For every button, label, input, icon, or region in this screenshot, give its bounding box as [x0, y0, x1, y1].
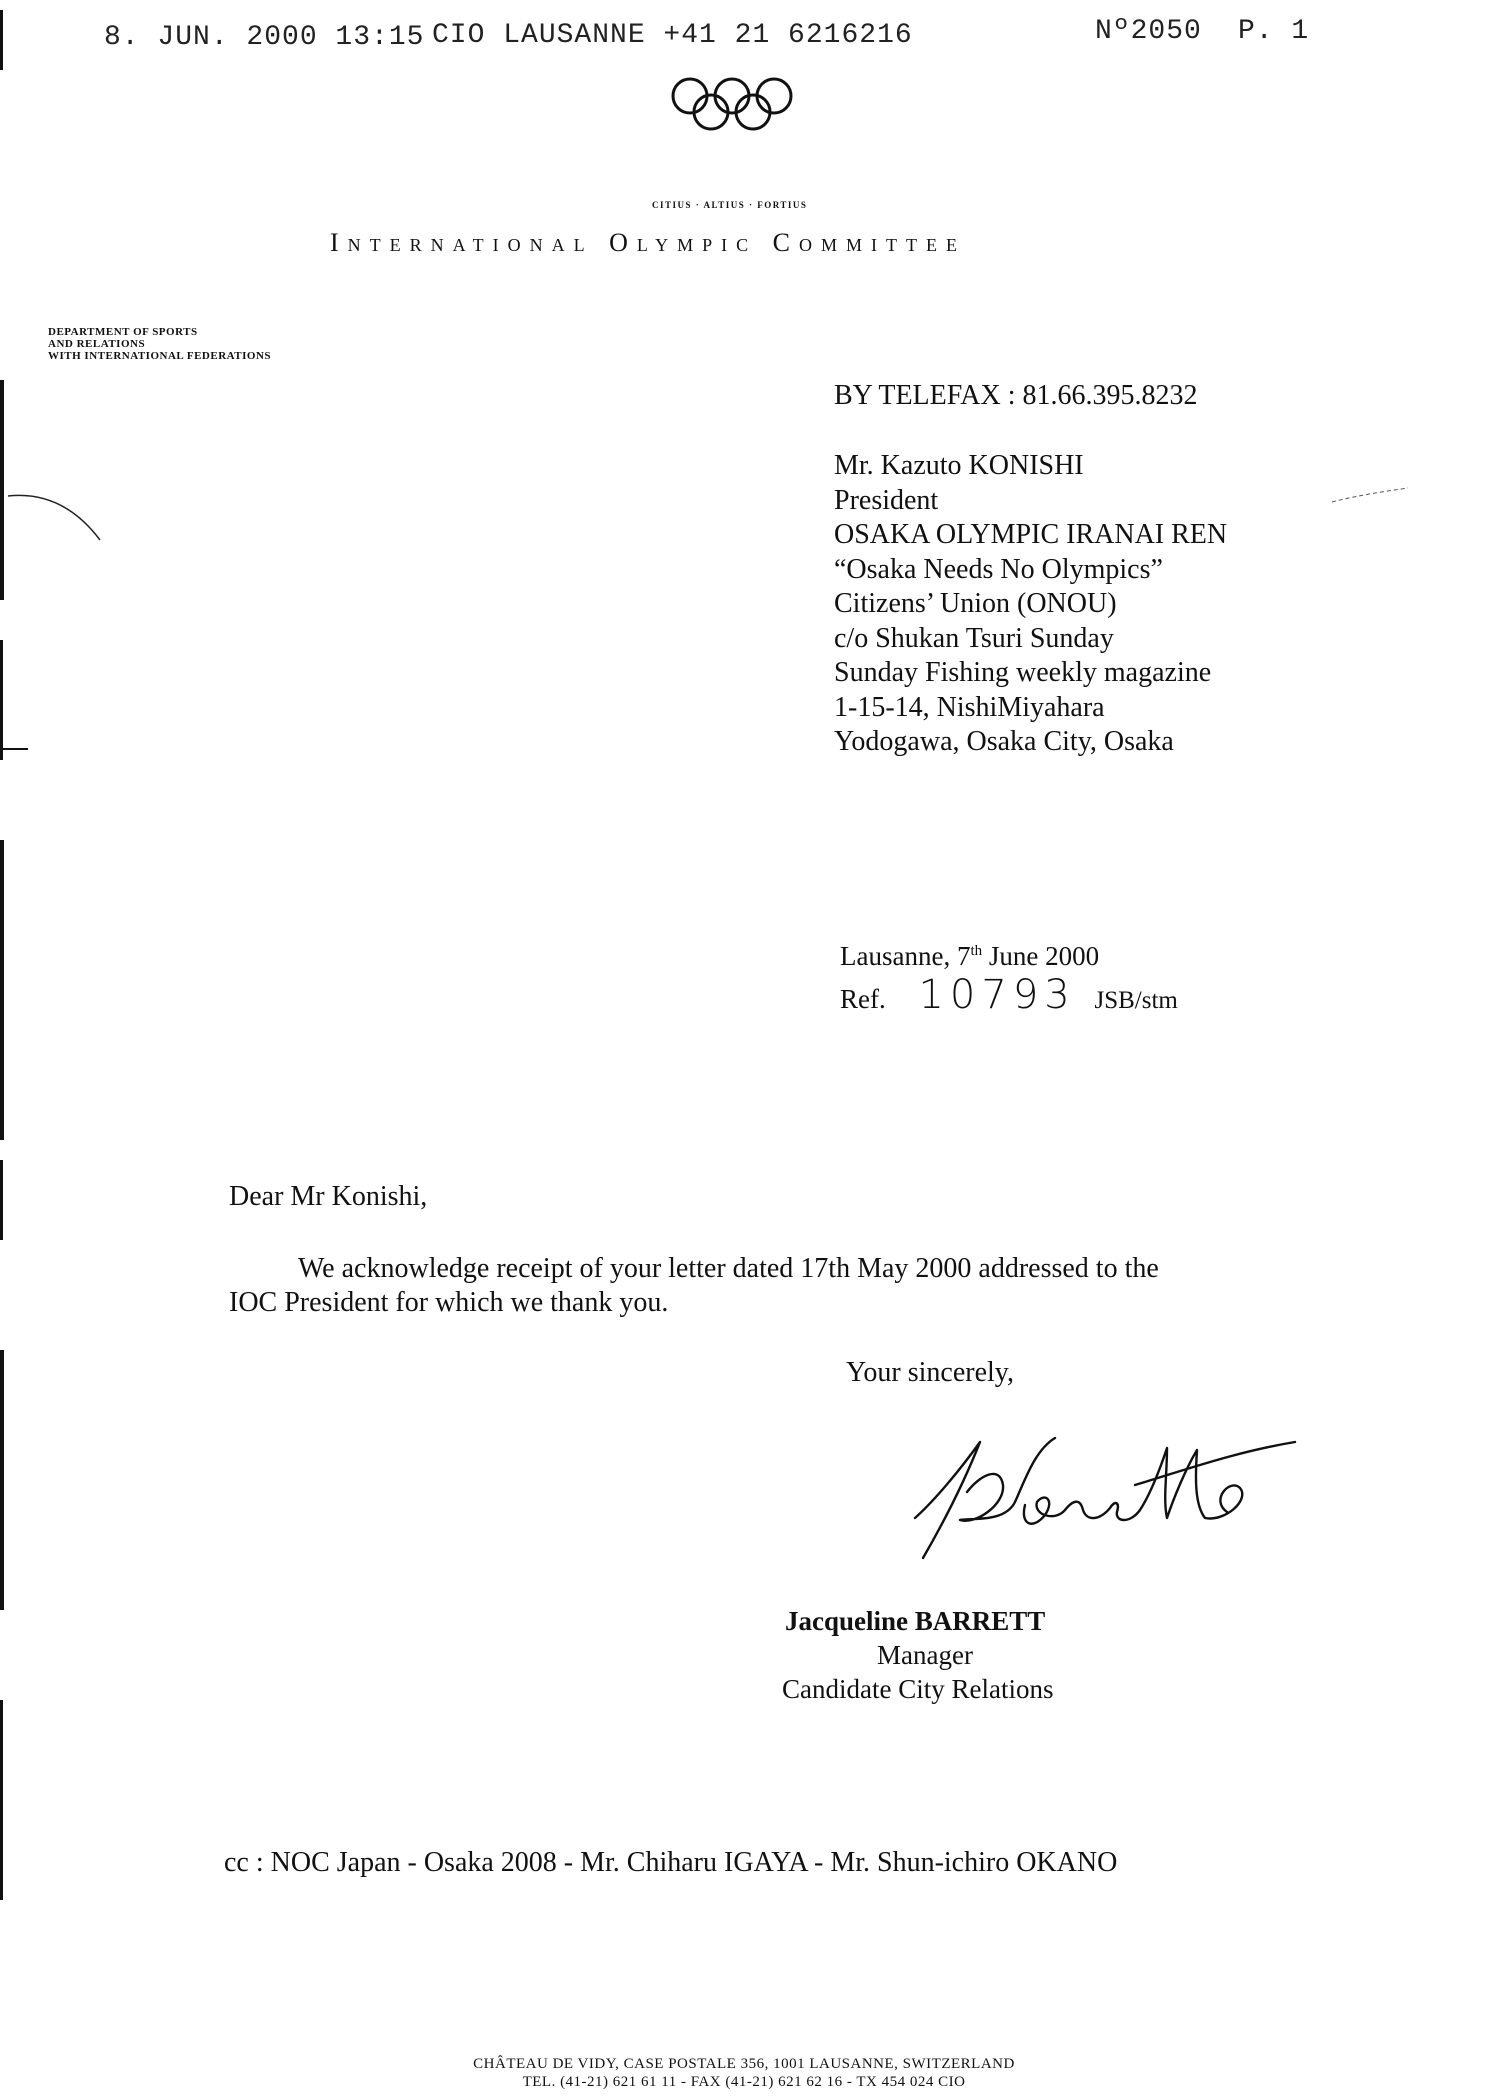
closing: Your sincerely, [846, 1357, 1014, 1388]
recipient-organization: OSAKA OLYMPIC IRANAI REN [834, 519, 1228, 550]
recipient-address [834, 449, 1227, 760]
recipient-line: Citizens’ Union (ONOU) [834, 588, 1117, 619]
footer-address: CHÂTEAU DE VIDY, CASE POSTALE 356, 1001 LAUSANNE, SWITZERLAND [473, 2056, 1015, 2072]
scan-edge-mark [0, 748, 28, 750]
scan-edge-mark [0, 1700, 3, 1900]
fax-datetime: 8. JUN. 2000 13:15 [104, 22, 425, 53]
scan-artifact-line [1330, 486, 1410, 506]
department-line: WITH INTERNATIONAL FEDERATIONS [48, 350, 272, 362]
organization-name: International Olympic Committee [330, 228, 966, 257]
scan-edge-mark [0, 1350, 4, 1610]
recipient-line: Sunday Fishing weekly magazine [834, 657, 1212, 688]
reference-initials: JSB/stm [1094, 987, 1178, 1014]
fax-page-number: P. 1 [1238, 16, 1310, 47]
recipient-line: “Osaka Needs No Olympics” [834, 553, 1163, 585]
recipient-line: 1-15-14, NishiMiyahara [834, 691, 1105, 723]
fax-number: Nº2050 [1095, 16, 1202, 47]
scan-edge-mark [0, 840, 4, 1140]
scan-edge-mark [0, 380, 4, 600]
fax-sender: CIO LAUSANNE +41 21 6216216 [432, 20, 913, 51]
olympic-motto: CITIUS · ALTIUS · FORTIUS [652, 200, 808, 210]
reference-label: Ref. [840, 984, 886, 1014]
scan-edge-mark [0, 640, 3, 760]
signatory-department: Candidate City Relations [782, 1674, 1054, 1704]
footer-contact: TEL. (41-21) 621 61 11 - FAX (41-21) 621 62 16 - TX 454 024 CIO [522, 2074, 966, 2090]
body-line: IOC President for which we thank you. [229, 1287, 669, 1318]
body-line: We acknowledge receipt of your letter dated 17th May 2000 addressed to the [298, 1253, 1159, 1284]
telefax-line: BY TELEFAX : 81.66.395.8232 [834, 380, 1198, 411]
cc-line: cc : NOC Japan - Osaka 2008 - Mr. Chiharu IGAYA - Mr. Shun-ichiro OKANO [224, 1847, 1118, 1878]
recipient-name: Mr. Kazuto KONISHI [834, 450, 1084, 481]
recipient-line: Yodogawa, Osaka City, Osaka [834, 726, 1174, 757]
department-block [48, 326, 271, 362]
signatory-name: Jacqueline BARRETT [785, 1606, 1046, 1636]
date-rest: June 2000 [982, 941, 1100, 971]
letter-date [840, 941, 1099, 972]
date-ordinal: th [970, 943, 983, 959]
olympic-rings-logo [668, 74, 796, 138]
scan-artifact-curve [6, 488, 102, 544]
signature [905, 1430, 1305, 1570]
reference-number: 10793 [918, 972, 1076, 1018]
signatory-title: Manager [877, 1640, 973, 1670]
scan-edge-mark [0, 1160, 3, 1240]
department-line: AND RELATIONS [48, 338, 146, 350]
date-place: Lausanne, 7 [840, 941, 971, 971]
salutation: Dear Mr Konishi, [229, 1181, 428, 1212]
recipient-title: President [834, 484, 939, 516]
scan-edge-mark [0, 10, 3, 70]
reference-line [840, 972, 1178, 1018]
recipient-line: c/o Shukan Tsuri Sunday [834, 622, 1114, 654]
department-line: DEPARTMENT OF SPORTS [48, 326, 198, 338]
